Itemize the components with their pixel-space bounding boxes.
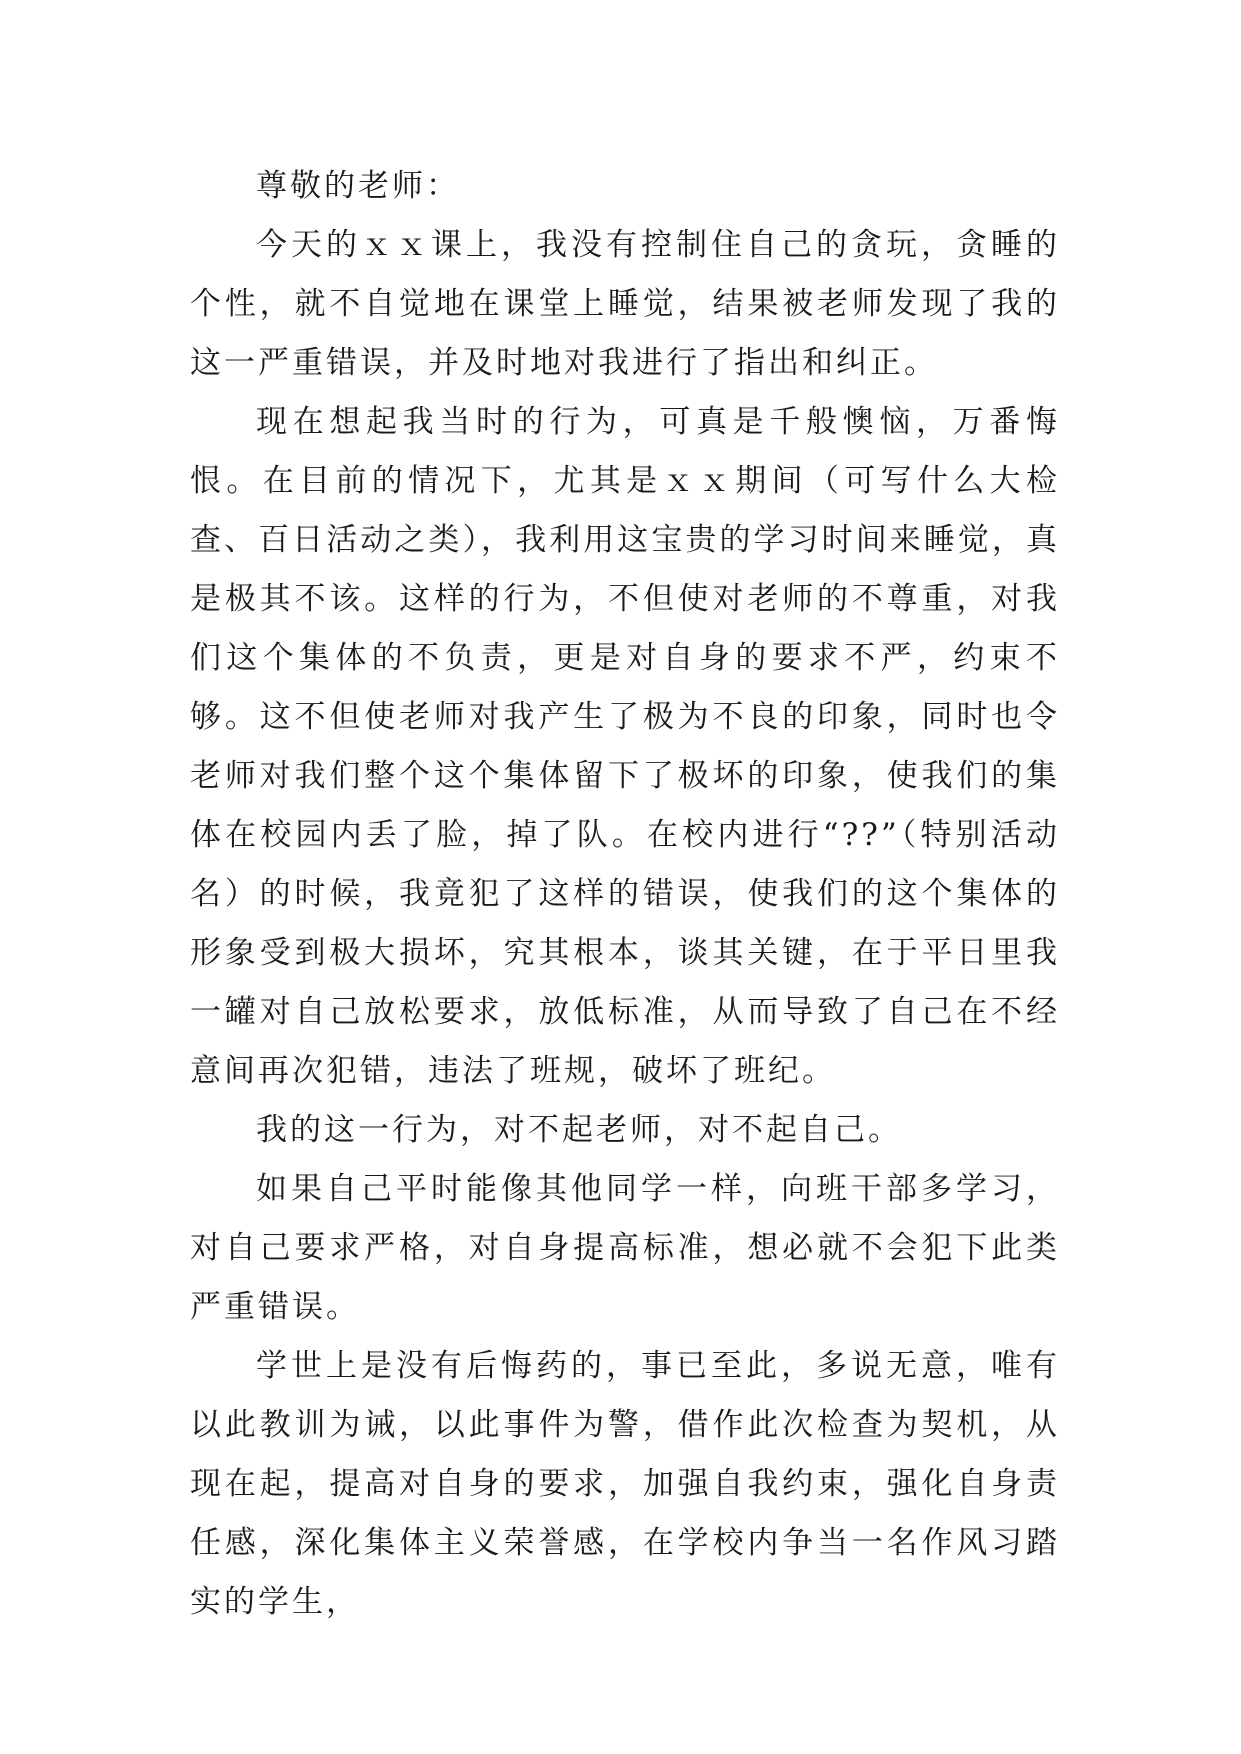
salutation: 尊敬的老师：: [256, 168, 460, 204]
paragraph: 今天的ｘｘ课上，我没有控制住自己的贪玩，贪睡的个性，就不自觉地在课堂上睡觉，结果被老师发现了我的这一严重错误，并及时地对我进行了指出和纠正。: [190, 227, 1060, 381]
paragraph: 学世上是没有后悔药的，事已至此，多说无意，唯有以此教训为诫，以此事件为警，借作此次检查为契机，从现在起，提高对自身的要求，加强自我约束，强化自身责任感，深化集体主义荣誉感，在学校内争当一名作风习踏实的学生，: [190, 1348, 1060, 1620]
paragraph: 现在想起我当时的行为，可真是千般懊恼，万番悔恨。在目前的情况下，尤其是ｘｘ期间（可写什么大检查、百日活动之类），我利用这宝贵的学习时间来睡觉，真是极其不该。这样的行为，不但使对老师的不尊重，对我们这个集体的不负责，更是对自身的要求不严，约束不够。这不但使老师对我产生了极为不良的印象，同时也令老师对我们整个这个集体留下了极坏的印象，使我们的集体在校园内丢了脸，掉了队。在校内进行“??”（特别活动名）的时候，我竟犯了这样的错误，使我们的这个集体的形象受到极大损坏，究其根本，谈其关键，在于平日里我一罐对自己放松要求，放低标准，从而导致了自己在不经意间再次犯错，违法了班规，破坏了班纪。: [190, 404, 1060, 1089]
paragraph: 如果自己平时能像其他同学一样，向班干部多学习，对自己要求严格，对自身提高标准，想必就不会犯下此类严重错误。: [190, 1171, 1060, 1325]
letter-body: [190, 157, 1060, 1632]
paragraph: 我的这一行为，对不起老师，对不起自己。: [256, 1112, 902, 1148]
